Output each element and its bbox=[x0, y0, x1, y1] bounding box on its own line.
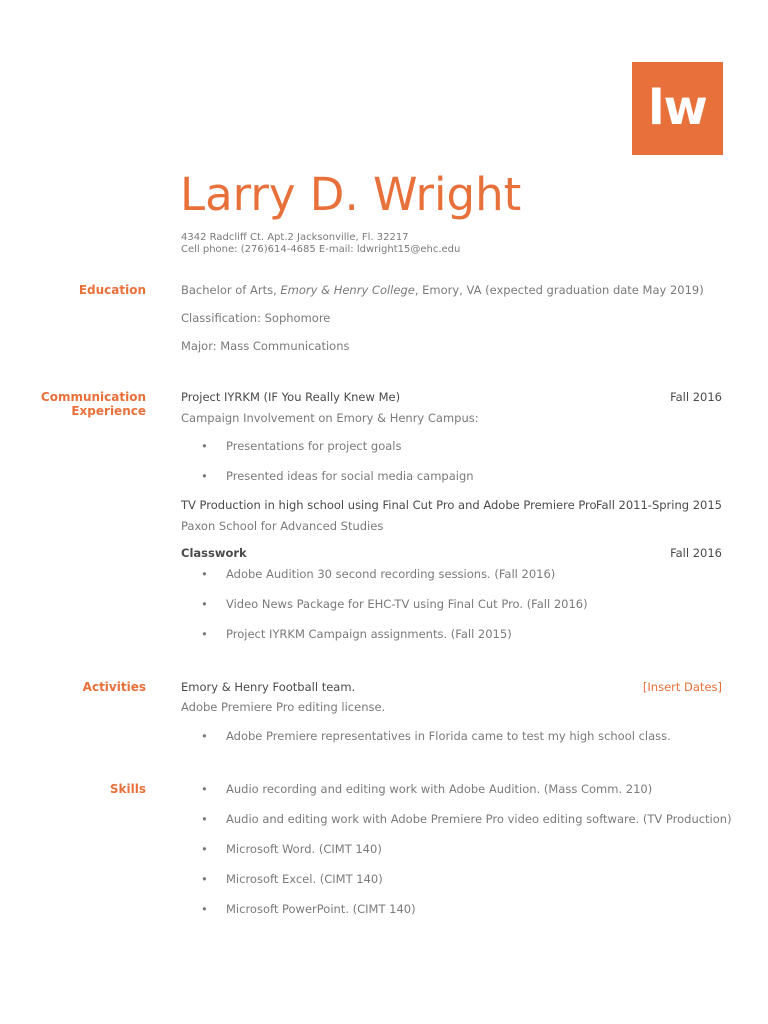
college-name: Emory & Henry College bbox=[280, 283, 415, 297]
major-line: Major: Mass Communications bbox=[181, 339, 350, 353]
list-item: Audio recording and editing work with Adobe Audition. (Mass Comm. 210) bbox=[226, 782, 653, 796]
project-subtitle: Campaign Involvement on Emory & Henry Campus: bbox=[181, 411, 479, 425]
license-line: Adobe Premiere Pro editing license. bbox=[181, 700, 386, 714]
classwork-date: Fall 2016 bbox=[670, 546, 722, 560]
tv-production-date: Fall 2011-Spring 2015 bbox=[595, 498, 722, 512]
list-item: Adobe Audition 30 second recording sessions. (Fall 2016) bbox=[226, 567, 556, 581]
bullet-glyph: • bbox=[201, 782, 208, 796]
activities-date-placeholder: [Insert Dates] bbox=[642, 680, 722, 694]
tv-production-title: TV Production in high school using Final Cut Pro and Adobe Premiere Pro bbox=[181, 498, 597, 512]
bullet-glyph: • bbox=[201, 902, 208, 916]
bullet-glyph: • bbox=[201, 597, 208, 611]
bullet-glyph: • bbox=[201, 842, 208, 856]
list-item: Presentations for project goals bbox=[226, 439, 402, 453]
list-item: Project IYRKM Campaign assignments. (Fall 2015) bbox=[226, 627, 512, 641]
bullet-glyph: • bbox=[201, 439, 208, 453]
list-item: Microsoft PowerPoint. (CIMT 140) bbox=[226, 902, 416, 916]
section-label-skills: Skills bbox=[109, 782, 146, 796]
initials-logo: lw bbox=[632, 62, 723, 155]
resume-name: Larry D. Wright bbox=[180, 168, 522, 221]
section-label-communication bbox=[41, 390, 146, 418]
bullet-glyph: • bbox=[201, 872, 208, 886]
classification-line: Classification: Sophomore bbox=[181, 311, 331, 325]
degree-line bbox=[181, 283, 704, 297]
project-title: Project IYRKM (IF You Really Knew Me) bbox=[181, 390, 401, 404]
section-label-line: Experience bbox=[71, 404, 146, 418]
bullet-glyph: • bbox=[201, 627, 208, 641]
football-line: Emory & Henry Football team. bbox=[181, 680, 356, 694]
project-date: Fall 2016 bbox=[670, 390, 722, 404]
section-label-education: Education bbox=[78, 283, 146, 297]
list-item: Microsoft Excel. (CIMT 140) bbox=[226, 872, 383, 886]
degree-suffix: , Emory, VA (expected graduation date May 2019) bbox=[414, 283, 704, 297]
bullet-glyph: • bbox=[201, 812, 208, 826]
tv-production-school: Paxon School for Advanced Studies bbox=[181, 519, 384, 533]
contact-line: Cell phone: (276)614-4685 E-mail: ldwright15@ehc.edu bbox=[181, 244, 461, 255]
list-item: Video News Package for EHC-TV using Final Cut Pro. (Fall 2016) bbox=[226, 597, 588, 611]
list-item: Audio and editing work with Adobe Premiere Pro video editing software. (TV Production) bbox=[226, 812, 732, 826]
list-item: Adobe Premiere representatives in Florida came to test my high school class. bbox=[226, 729, 671, 743]
bullet-glyph: • bbox=[201, 469, 208, 483]
bullet-glyph: • bbox=[201, 729, 208, 743]
list-item: Presented ideas for social media campaign bbox=[226, 469, 474, 483]
address-line: 4342 Radcliff Ct. Apt.2 Jacksonville, Fl. 32217 bbox=[181, 232, 409, 243]
list-item: Microsoft Word. (CIMT 140) bbox=[226, 842, 382, 856]
bullet-glyph: • bbox=[201, 567, 208, 581]
degree-prefix: Bachelor of Arts, bbox=[181, 283, 281, 297]
section-label-line: Communication bbox=[40, 390, 146, 404]
section-label-activities: Activities bbox=[82, 680, 146, 694]
classwork-title: Classwork bbox=[181, 546, 247, 560]
